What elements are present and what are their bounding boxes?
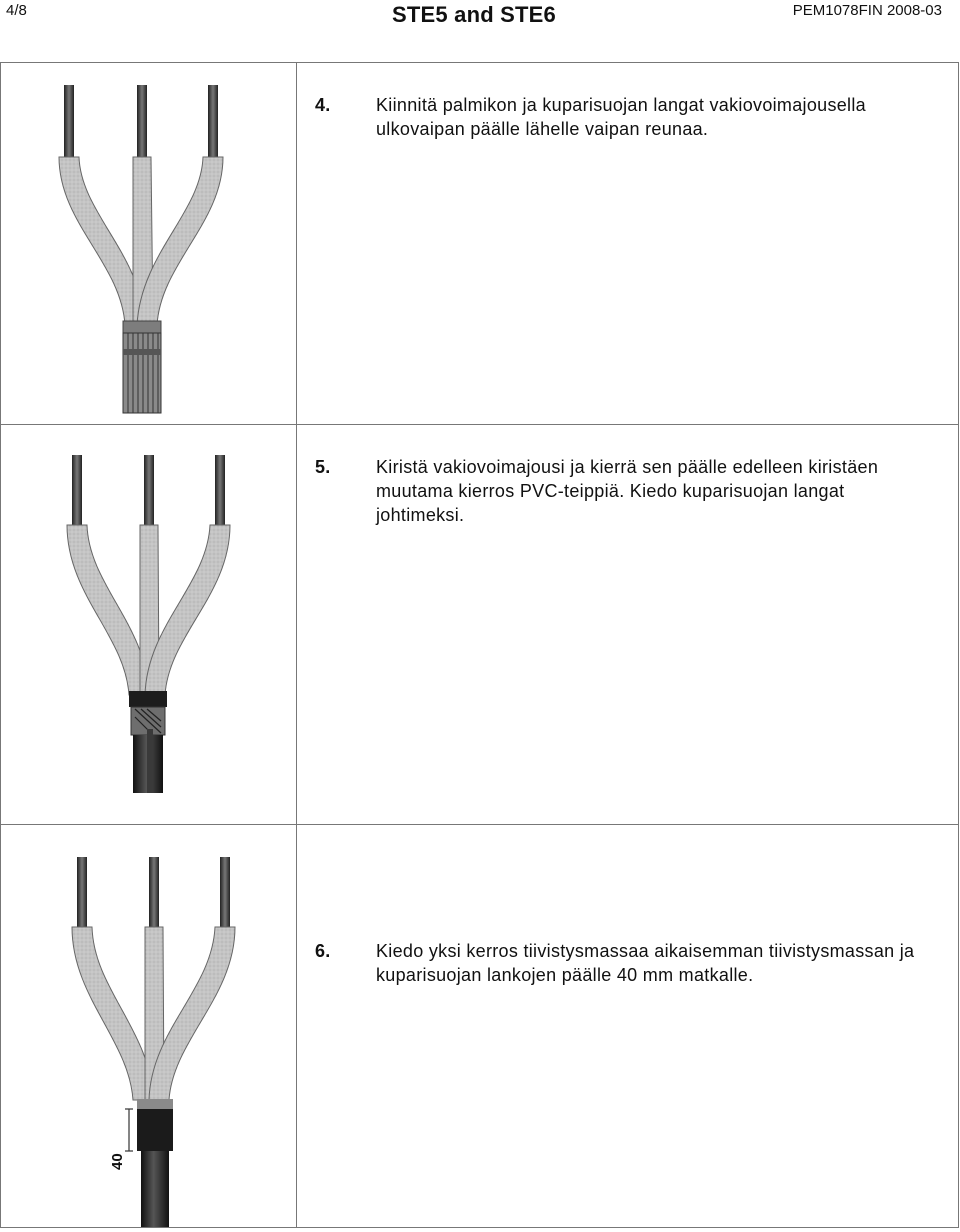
step-number: 6. xyxy=(315,941,331,961)
page-title: STE5 and STE6 xyxy=(392,2,556,27)
illustration-cell xyxy=(1,63,297,424)
step-text: Kiedo yksi kerros tiivistysmassaa aikaisemman tiivistysmassan ja kuparisuojan lankojen päälle 40 mm matkalle. xyxy=(376,941,915,985)
step-instruction xyxy=(315,455,938,527)
instruction-table xyxy=(0,62,959,1228)
step-number: 5. xyxy=(315,457,331,477)
cable-termination-spring-icon xyxy=(1,63,297,425)
step-row-4 xyxy=(1,63,958,425)
dimension-label: 40 xyxy=(109,1153,126,1170)
step-instruction xyxy=(315,939,938,987)
step-text: Kiristä vakiovoimajousi ja kierrä sen päälle edelleen kiristäen muutama kierros PVC-teippiä. Kiedo kuparisuojan langat johtimeksi. xyxy=(376,457,879,525)
illustration-cell xyxy=(1,425,297,824)
page-number: 4/8 xyxy=(6,2,27,19)
step-text: Kiinnitä palmikon ja kuparisuojan langat vakiovoimajousella ulkovaipan päälle lähelle vaipan reunaa. xyxy=(376,95,866,139)
step-instruction xyxy=(315,93,938,141)
cable-termination-sealant-icon xyxy=(1,825,297,1227)
step-row-6 xyxy=(1,825,958,1227)
step-row-5 xyxy=(1,425,958,825)
step-number: 4. xyxy=(315,95,331,115)
illustration-cell xyxy=(1,825,297,1227)
document-code: PEM1078FIN 2008-03 xyxy=(792,2,942,19)
cable-termination-tape-icon xyxy=(1,425,297,825)
